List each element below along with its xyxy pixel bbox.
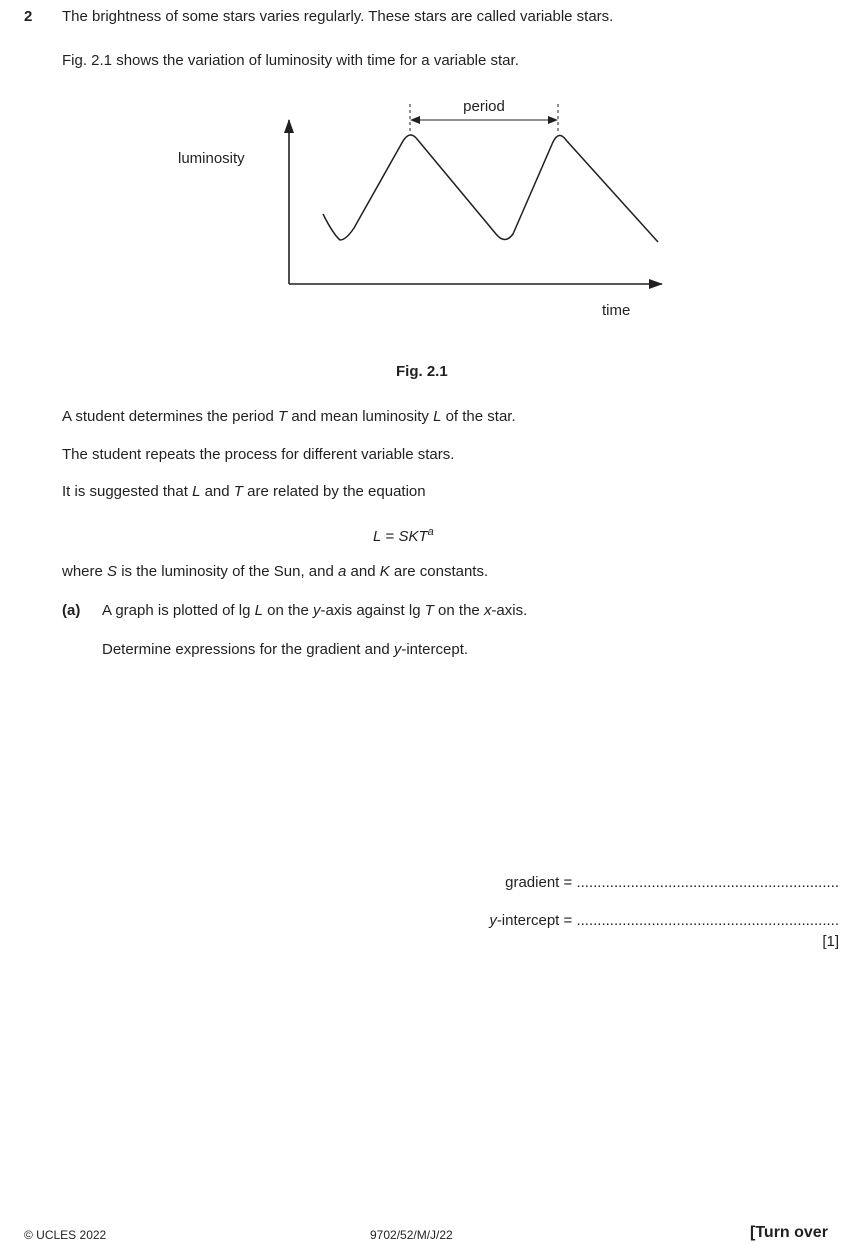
- figure-reference: Fig. 2.1 shows the variation of luminosity with time for a variable star.: [62, 52, 519, 69]
- gradient-answer-line[interactable]: gradient = ...............................................................: [505, 874, 839, 891]
- footer-code: 9702/52/M/J/22: [370, 1228, 453, 1242]
- text-line-2: The student repeats the process for different variable stars.: [62, 446, 455, 463]
- marks-label: [1]: [822, 933, 839, 950]
- text-line-1: A student determines the period T and mean luminosity L of the star.: [62, 408, 516, 425]
- footer-turn-over: [Turn over: [750, 1224, 828, 1241]
- question-intro: The brightness of some stars varies regularly. These stars are called variable stars.: [62, 8, 614, 25]
- text-line-4: where S is the luminosity of the Sun, and a and K are constants.: [62, 563, 489, 580]
- luminosity-curve: [323, 135, 658, 242]
- y-axis-label: luminosity: [178, 150, 245, 167]
- part-a-instruction: Determine expressions for the gradient and y-intercept.: [102, 641, 469, 658]
- footer-copyright: © UCLES 2022: [24, 1228, 107, 1242]
- question-number: 2: [24, 8, 33, 25]
- part-a-text: A graph is plotted of lg L on the y-axis against lg T on the x-axis.: [102, 602, 528, 619]
- period-label: period: [463, 98, 505, 115]
- x-axis-label: time: [602, 302, 631, 319]
- equation: $L = SKT^a$: [373, 526, 434, 545]
- text-line-3: It is suggested that L and T are related by the equation: [62, 483, 426, 500]
- part-a-label: (a): [62, 602, 81, 619]
- figure-caption: Fig. 2.1: [396, 363, 448, 380]
- intercept-answer-line[interactable]: y-intercept = ...............................................................: [489, 912, 839, 929]
